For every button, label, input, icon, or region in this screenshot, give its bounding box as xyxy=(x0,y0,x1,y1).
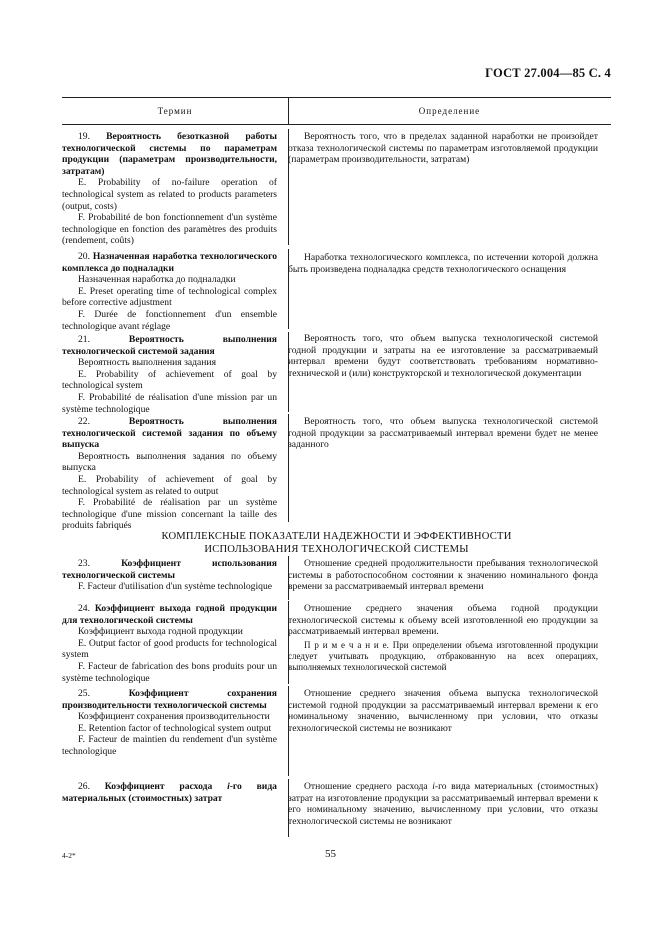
definition-21-text: Вероятность того, что объем выпуска технологической системой годной продукции и затраты на ее изготовление за рассматриваемый интервал времени будут соответствовать требованиям нормативно-технической и (или) конструкторской и технологической документации xyxy=(288,333,598,379)
term-23 xyxy=(62,558,277,593)
term-19-french: F. Probabilité de bon fonctionnement d'un système technologique en fonction des paramètres des produits (rendement, coûts) xyxy=(62,212,277,247)
definition-22 xyxy=(288,416,598,451)
definition-19 xyxy=(288,131,598,166)
term-25-french: F. Facteur de maintien du rendement d'un système technologique xyxy=(62,734,277,757)
section-title-line1: КОМПЛЕКСНЫЕ ПОКАЗАТЕЛИ НАДЕЖНОСТИ И ЭФФЕКТИВНОСТИ xyxy=(161,531,512,542)
page-number: 55 xyxy=(325,848,336,860)
definition-24-text: Отношение среднего значения объема годной продукции технологической системы к объему всей изготовленной ею продукции за рассматриваемый интервал времени. xyxy=(288,603,598,638)
definition-20-text: Наработка технологического комплекса, по истечении которой должна быть произведена подналадка средств технологического оснащения xyxy=(288,252,598,275)
term-21-english: E. Probability of achievement of goal by technological system xyxy=(62,368,277,392)
definition-column-header: Определение xyxy=(418,106,481,116)
term-25-english: E. Retention factor of technological system output xyxy=(78,722,272,734)
term-20-english: E. Preset operating time of technological complex before corrective adjustment xyxy=(62,285,277,309)
term-26-title: 26. Коэффициент расхода i-го вида материальных (стоимостных) затрат xyxy=(62,781,277,804)
term-21-french: F. Probabilité de réalisation d'une mission par un système technologique xyxy=(62,391,277,415)
term-24-title: 24. Коэффициент выхода годной продукции для технологической системы xyxy=(62,603,278,626)
definition-23-text: Отношение средней продолжительности пребывания технологической системы в работоспособном состоянии к значению номинального фонда времени за рассматриваемый интервал времени xyxy=(288,558,598,593)
page-header: ГОСТ 27.004—85 С. 4 xyxy=(485,66,611,80)
definition-24-note: П р и м е ч а н и е. При определении объема изготовленной продукции следует учитывать продукцию, отбракованную на всех операциях, выполняемых технологической системой xyxy=(288,639,599,672)
term-20-french: F. Durée de fonctionnement d'un ensemble technologique avant réglage xyxy=(62,308,277,332)
term-24-english: E. Output factor of good products for technological system xyxy=(62,637,277,661)
term-21-short: Вероятность выполнения задания xyxy=(78,357,216,369)
term-23-title: 23. Коэффициент использования технологической системы xyxy=(62,558,277,581)
term-20 xyxy=(62,251,277,332)
definition-26-text: Отношение среднего расхода i-го вида материальных (стоимостных) затрат на изготовление продукции за рассматриваемый интервал времени к его номинальному значению, вычисленному при условии, что отказы технологической системы не возникают xyxy=(288,781,598,827)
definition-21 xyxy=(288,333,598,379)
term-19-title: 19. Вероятность безотказной работы технологической системы по параметрам продукции (параметрам производительности, затратам) xyxy=(62,131,277,177)
definition-23 xyxy=(288,558,598,593)
definition-19-text: Вероятность того, что в пределах заданной наработки не произойдет отказа технологической системы по параметрам изготовляемой продукции (параметрам производительности, затратам) xyxy=(288,131,598,166)
definition-24 xyxy=(288,603,598,673)
term-24-short: Коэффициент выхода годной продукции xyxy=(78,626,243,638)
term-21-title: 21. Вероятность выполнения технологической системой задания xyxy=(62,334,277,357)
definition-20 xyxy=(288,252,598,275)
term-23-french: F. Facteur d'utilisation d'un système technologique xyxy=(78,581,273,593)
term-25-short: Коэффициент сохранения производительности xyxy=(78,711,270,723)
term-24 xyxy=(62,603,277,684)
term-22 xyxy=(62,416,277,532)
term-26 xyxy=(62,781,277,804)
term-22-english: E. Probability of achievement of goal by technological system as related to output xyxy=(62,473,277,497)
term-22-french: F. Probabilité de réalisation par un système technologique d'une mission concernant la taille des produits fabriqués xyxy=(62,497,277,532)
term-22-short: Вероятность выполнения задания по объему выпуска xyxy=(62,450,277,474)
definition-25-text: Отношение среднего значения объема выпуска технологической системой годной продукции за рассматриваемый интервал времени к его номинальному значению, вычисленному при условии, что отказы технологической системы не возникают xyxy=(288,688,598,734)
definition-25 xyxy=(288,688,598,734)
term-25-title: 25. Коэффициент сохранения производительности технологической системы xyxy=(62,688,277,711)
term-20-title: 20. Назначенная наработка технологического комплекса до подналадки xyxy=(62,251,278,274)
term-19-english: E. Probability of no-failure operation of technological system as related to products parameters (output, costs) xyxy=(62,177,277,212)
definition-22-text: Вероятность того, что объем выпуска технологической системой годной продукции за рассматриваемый интервал времени будет не менее заданного xyxy=(288,416,598,451)
term-25 xyxy=(62,688,277,758)
term-22-title: 22. Вероятность выполнения технологической системой задания по объему выпуска xyxy=(62,416,277,451)
definition-26 xyxy=(288,781,598,827)
term-20-short: Назначенная наработка до подналадки xyxy=(78,274,236,286)
term-column-header: Термин xyxy=(157,106,193,116)
term-24-french: F. Facteur de fabrication des bons produits pour un système technologique xyxy=(62,660,277,684)
section-title xyxy=(62,530,611,556)
term-19 xyxy=(62,131,277,247)
term-21 xyxy=(62,334,277,415)
table-header xyxy=(62,98,611,125)
section-title-line2: ИСПОЛЬЗОВАНИЯ ТЕХНОЛОГИЧЕСКОЙ СИСТЕМЫ xyxy=(204,544,469,555)
footer-mark: 4-2* xyxy=(62,851,76,860)
